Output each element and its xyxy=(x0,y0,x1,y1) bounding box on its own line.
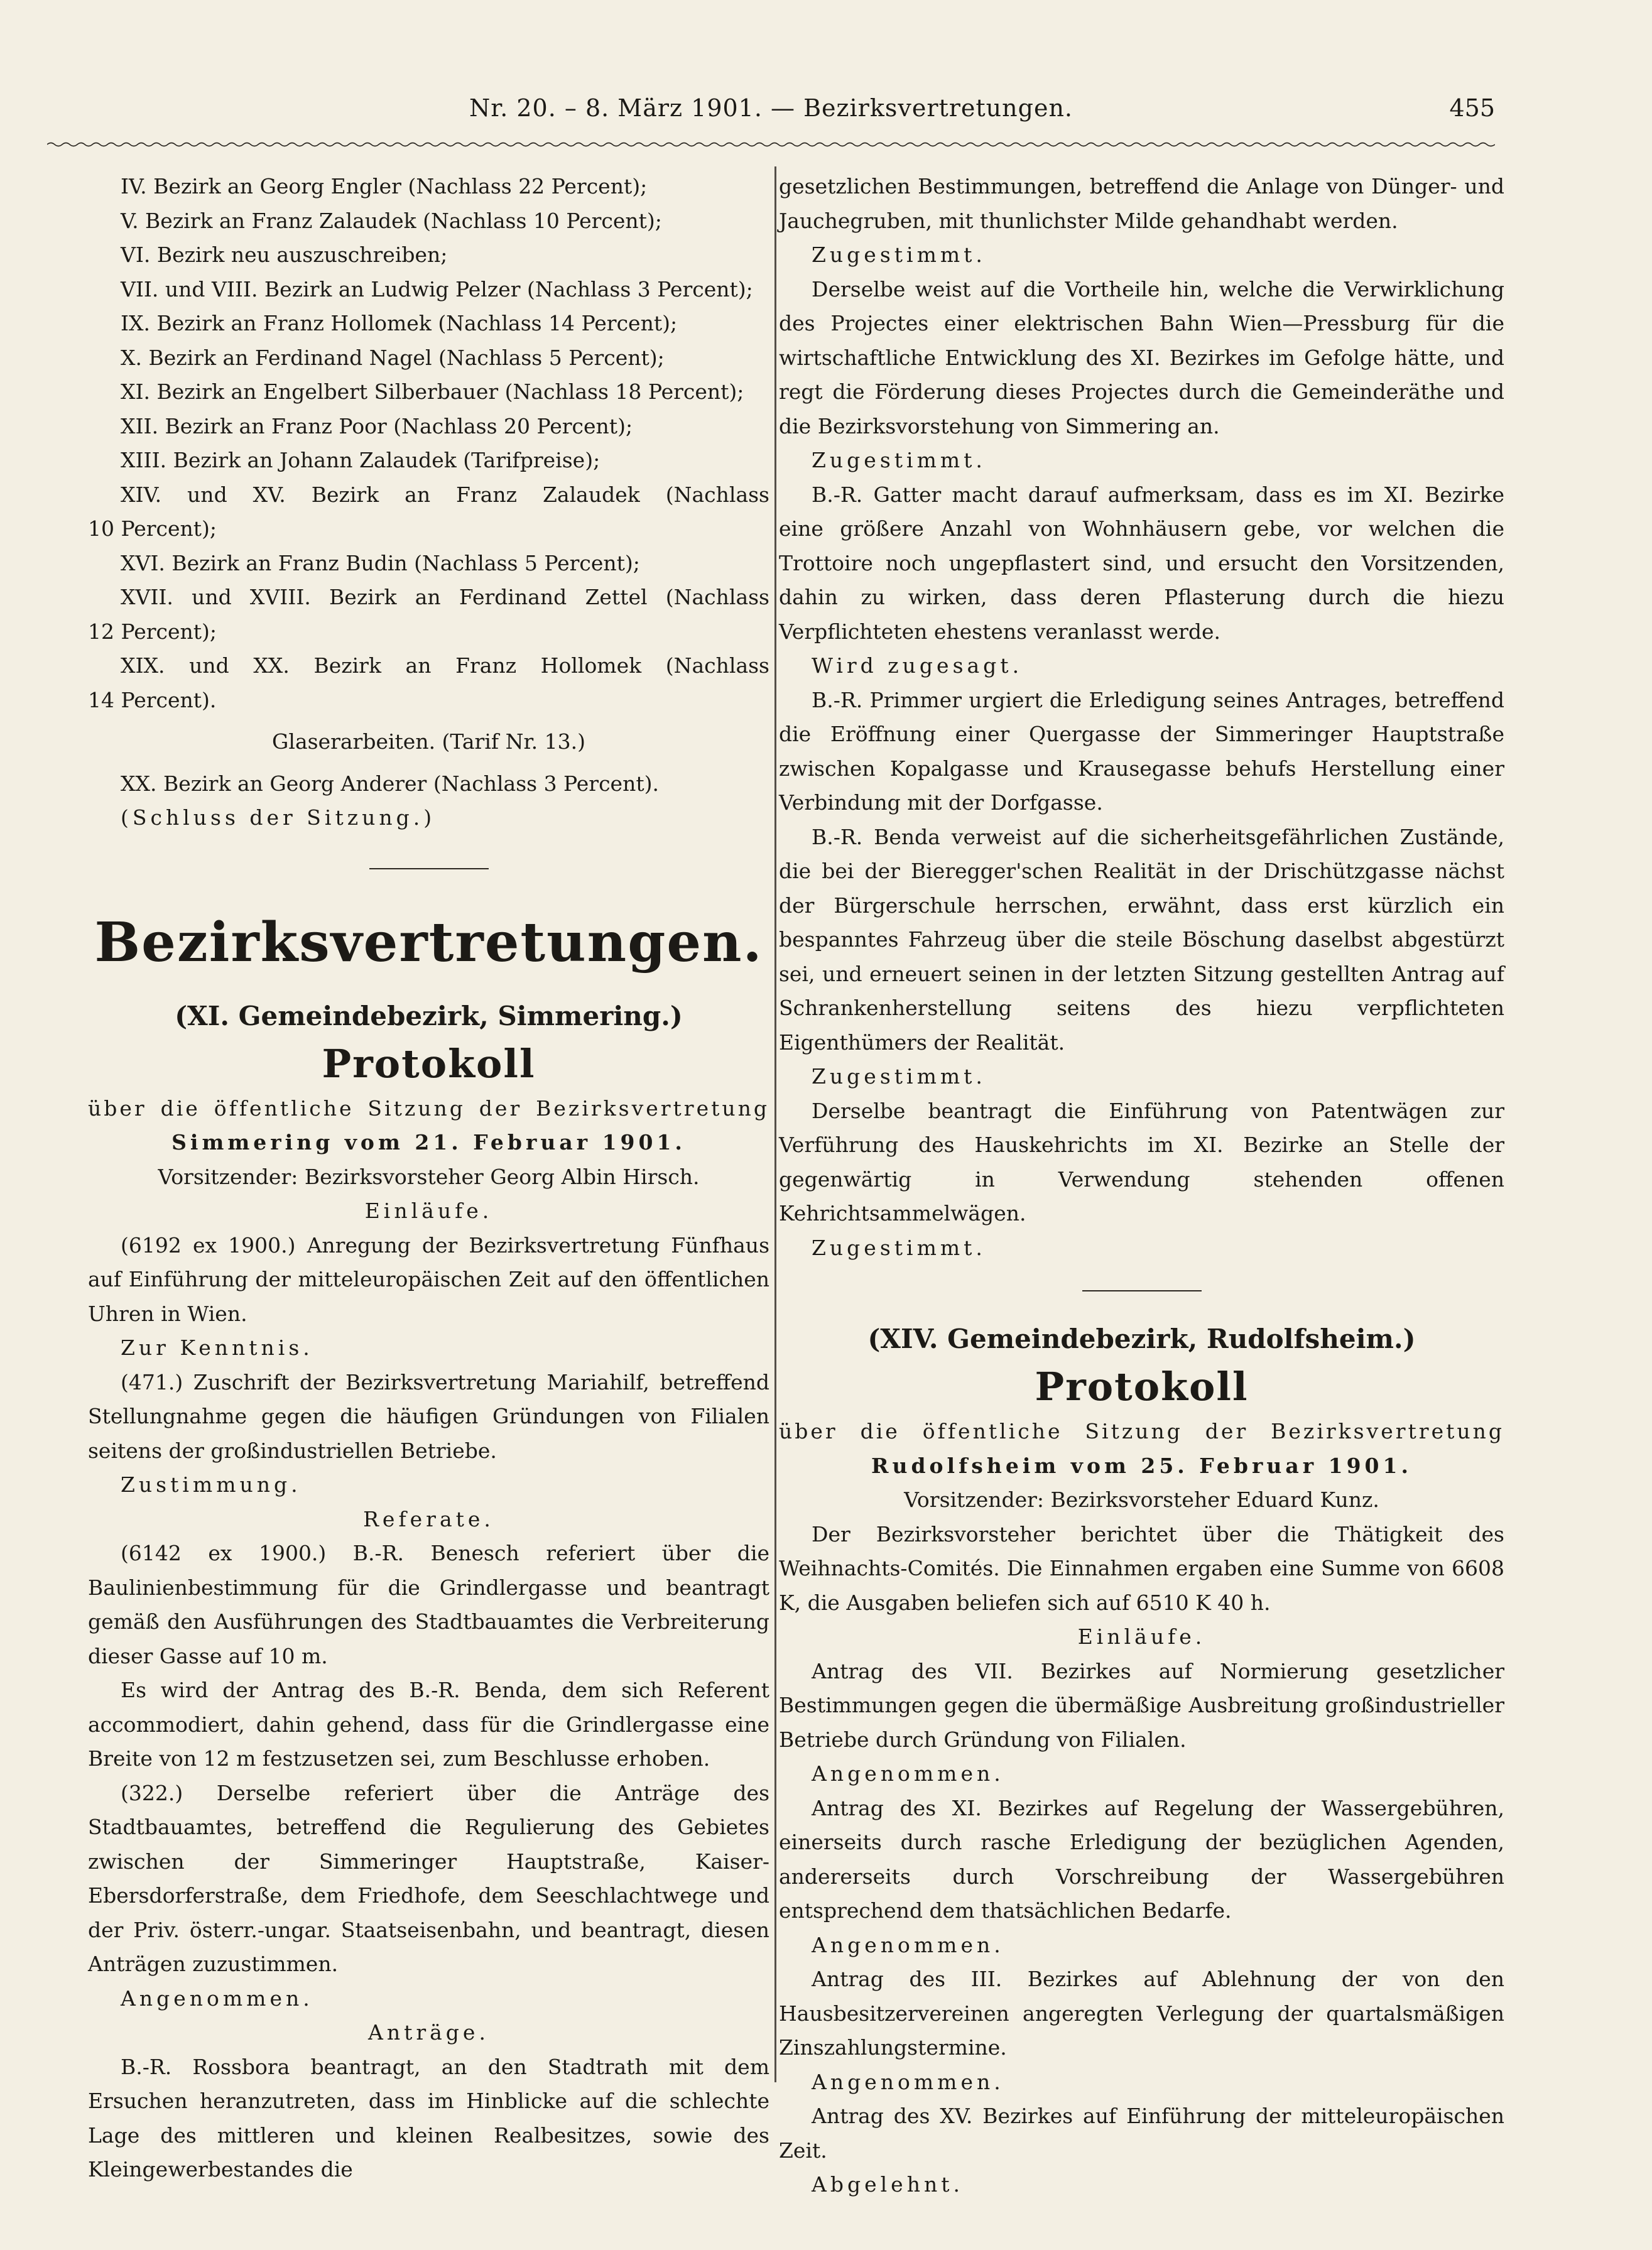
list-item: XIV. und XV. Bezirk an Franz Zalaudek (Nachlass xyxy=(121,482,769,507)
list-item-cont: 14 Percent). xyxy=(88,687,217,712)
page-header xyxy=(47,94,1495,138)
right-column xyxy=(779,170,1504,2202)
chairman-line: Vorsitzender: Bezirksvorsteher Georg Albin Hirsch. xyxy=(158,1164,700,1189)
paragraph: Antrag des VII. Bezirkes auf Normierung gesetzlicher Bestimmungen gegen die übermäßige Ausbreitung großindustrieller Betriebe durch Gründung von Filialen. xyxy=(779,1658,1504,1752)
paragraph: B.-R. Primmer urgiert die Erledigung seines Antrages, betreffend die Eröffnung einer Quergasse der Simmeringer Hauptstraße zwischen Kopalgasse und Krausegasse behufs Herstellung einer Verbindung mit der Dorfgasse. xyxy=(779,687,1504,815)
protocol-date: Simmering vom 21. Februar 1901. xyxy=(171,1130,686,1155)
session-close: (Schluss der Sitzung.) xyxy=(121,805,436,830)
resolution: Zur Kenntnis. xyxy=(121,1335,313,1360)
paragraph: Antrag des XI. Bezirkes auf Regelung der Wassergebühren, einerseits durch rasche Erledigung der bezüglichen Agenden, andererseits durch Vorschreibung der Wassergebühren entsprechend dem thatsächlichen Bedarfe. xyxy=(779,1795,1504,1923)
header-title: Nr. 20. – 8. März 1901. — Bezirksvertretungen. xyxy=(469,94,1073,122)
resolution: Zugestimmt. xyxy=(812,242,986,267)
paragraph: Es wird der Antrag des B.-R. Benda, dem sich Referent accommodiert, dahin gehend, dass für die Grindlergasse eine Breite von 12 m festzusetzen sei, zum Beschlusse erhoben. xyxy=(88,1678,769,1771)
paragraph: B.-R. Gatter macht darauf aufmerksam, dass es im XI. Bezirke eine größere Anzahl von Wohnhäusern gebe, vor welchen die Trottoire noch ungepflastert sind, und ersucht den Vorsitzenden, dahin zu wirken, dass deren Pflasterung durch die hiezu Verpflichteten ehestens veranlasst werde. xyxy=(779,482,1504,644)
resolution: Zustimmung. xyxy=(121,1472,302,1497)
resolution: Zugestimmt. xyxy=(812,1064,986,1089)
list-item: VII. und VIII. Bezirk an Ludwig Pelzer (Nachlass 3 Percent); xyxy=(121,276,753,302)
list-item: VI. Bezirk neu auszuschreiben; xyxy=(121,242,448,267)
paragraph: B.-R. Rossbora beantragt, an den Stadtrath mit dem Ersuchen heranzutreten, dass im Hinblicke auf die schlechte Lage des mittleren und kleinen Realbesitzes, sowie des Kleingewerbestandes die xyxy=(88,2054,769,2182)
list-item: IV. Bezirk an Georg Engler (Nachlass 22 Percent); xyxy=(121,174,648,198)
resolution: Angenommen. xyxy=(812,1761,1004,1786)
paragraph: Derselbe weist auf die Vortheile hin, welche die Verwirklichung des Projectes einer elektrischen Bahn Wien—Pressburg für die wirtschaftliche Entwicklung des XI. Bezirkes im Gefolge hätte, und regt die Förderung dieses Projectes durch die Gemeinderäthe und die Bezirksvorstehung von Simmering an. xyxy=(779,276,1504,438)
district-heading: (XIV. Gemeindebezirk, Rudolfsheim.) xyxy=(867,1323,1416,1354)
list-item: X. Bezirk an Ferdinand Nagel (Nachlass 5 Percent); xyxy=(121,345,665,370)
district-heading: (XI. Gemeindebezirk, Simmering.) xyxy=(175,1000,683,1031)
glaser-heading: Glaserarbeiten. (Tarif Nr. 13.) xyxy=(272,729,585,754)
resolution: Wird zugesagt. xyxy=(812,653,1023,678)
protocol-subtitle: über die öffentliche Sitzung der Bezirksvertretung xyxy=(88,1095,769,1121)
left-column xyxy=(88,170,769,2187)
paragraph: Antrag des III. Bezirkes auf Ablehnung der von den Hausbesitzervereinen angeregten Verlegung der quartalsmäßigen Zinszahlungstermine. xyxy=(779,1967,1504,2060)
section-rule xyxy=(369,868,489,869)
resolution: Angenommen. xyxy=(812,1932,1004,1957)
section-label: Referate. xyxy=(363,1506,494,1531)
chairman-line: Vorsitzender: Bezirksvorsteher Eduard Kunz. xyxy=(904,1487,1379,1512)
protocol-subtitle: über die öffentliche Sitzung der Bezirksvertretung xyxy=(779,1419,1504,1443)
resolution: Zugestimmt. xyxy=(812,1235,986,1260)
list-item: IX. Bezirk an Franz Hollomek (Nachlass 14 Percent); xyxy=(121,311,678,335)
paragraph: Antrag des XV. Bezirkes auf Einführung der mitteleuropäischen Zeit. xyxy=(779,2104,1504,2163)
list-item-cont: 10 Percent); xyxy=(88,516,217,541)
paragraph: Derselbe beantragt die Einführung von Patentwägen zur Verführung des Hauskehrichts im XI. Bezirke an Stelle der gegenwärtig in Verwendung stehenden offenen Kehrichtsammelwägen. xyxy=(779,1098,1504,1226)
paragraph: Der Bezirksvorsteher berichtet über die Thätigkeit des Weihnachts-Comités. Die Einnahmen ergaben eine Summe von 6608 K, die Ausgaben beliefen sich auf 6510 K 40 h. xyxy=(779,1521,1504,1615)
paragraph: B.-R. Benda verweist auf die sicherheitsgefährlichen Zustände, die bei der Bieregger'schen Realität in der Drischützgasse nächst der Bürgerschule herrschen, erwähnt, dass erst kürzlich ein bespanntes Fahrzeug über die steile Böschung daselbst abgestürzt sei, und erneuert seinen in der letzten Sitzung gestellten Antrag auf Schrankenherstellung seitens des hiezu verpflichteten Eigenthümers der Realität. xyxy=(779,824,1504,1055)
paragraph: (6192 ex 1900.) Anregung der Bezirksvertretung Fünfhaus auf Einführung der mitteleuropäischen Zeit auf den öffentlichen Uhren in Wien. xyxy=(88,1232,769,1326)
header-wavy-rule xyxy=(47,141,1495,148)
section-label: Anträge. xyxy=(368,2020,489,2045)
protocol-date: Rudolfsheim vom 25. Februar 1901. xyxy=(871,1453,1412,1478)
resolution: Zugestimmt. xyxy=(812,448,986,472)
column-divider xyxy=(774,166,776,2082)
section-label: Einläufe. xyxy=(364,1198,493,1223)
protocol-heading: Protokoll xyxy=(1035,1364,1249,1410)
page-number: 455 xyxy=(1449,94,1495,122)
section-label: Einläufe. xyxy=(1077,1624,1206,1649)
list-item: XI. Bezirk an Engelbert Silberbauer (Nachlass 18 Percent); xyxy=(121,379,744,404)
resolution: Angenommen. xyxy=(812,2069,1004,2094)
list-item: XVI. Bezirk an Franz Budin (Nachlass 5 Percent); xyxy=(121,550,640,575)
list-item: XVII. und XVIII. Bezirk an Ferdinand Zettel (Nachlass xyxy=(121,585,769,609)
resolution: Angenommen. xyxy=(121,1986,313,2011)
paragraph: (471.) Zuschrift der Bezirksvertretung Mariahilf, betreffend Stellungnahme gegen die häufigen Gründungen von Filialen seitens der großindustriellen Betriebe. xyxy=(88,1369,769,1463)
protocol-heading: Protokoll xyxy=(322,1040,536,1087)
list-item: V. Bezirk an Franz Zalaudek (Nachlass 10 Percent); xyxy=(121,208,662,233)
list-item: XIX. und XX. Bezirk an Franz Hollomek (Nachlass xyxy=(121,653,769,678)
list-item: XX. Bezirk an Georg Anderer (Nachlass 3 Percent). xyxy=(121,771,659,796)
section-title: Bezirksvertretungen. xyxy=(94,910,763,974)
resolution: Abgelehnt. xyxy=(812,2172,964,2197)
section-rule xyxy=(1082,1290,1202,1291)
paragraph: (322.) Derselbe referiert über die Anträge des Stadtbauamtes, betreffend die Regulierung des Gebietes zwischen der Simmeringer Hauptstraße, Kaiser-Ebersdorferstraße, dem Friedhofe, dem Seeschlachtwege und der Priv. österr.-ungar. Staatseisenbahn, und beantragt, diesen Anträgen zuzustimmen. xyxy=(88,1780,769,1976)
paragraph: gesetzlichen Bestimmungen, betreffend die Anlage von Dünger- und Jauchegruben, mit thunlichster Milde gehandhabt werden. xyxy=(779,174,1504,233)
list-item-cont: 12 Percent); xyxy=(88,619,217,644)
list-item: XII. Bezirk an Franz Poor (Nachlass 20 Percent); xyxy=(121,413,633,438)
contract-list xyxy=(88,170,769,717)
list-item: XIII. Bezirk an Johann Zalaudek (Tarifpreise); xyxy=(121,448,600,472)
paragraph: (6142 ex 1900.) B.-R. Benesch referiert über die Baulinienbestimmung für die Grindlergasse und beantragt gemäß den Ausführungen des Stadtbauamtes die Verbreiterung dieser Gasse auf 10 m. xyxy=(88,1541,769,1668)
